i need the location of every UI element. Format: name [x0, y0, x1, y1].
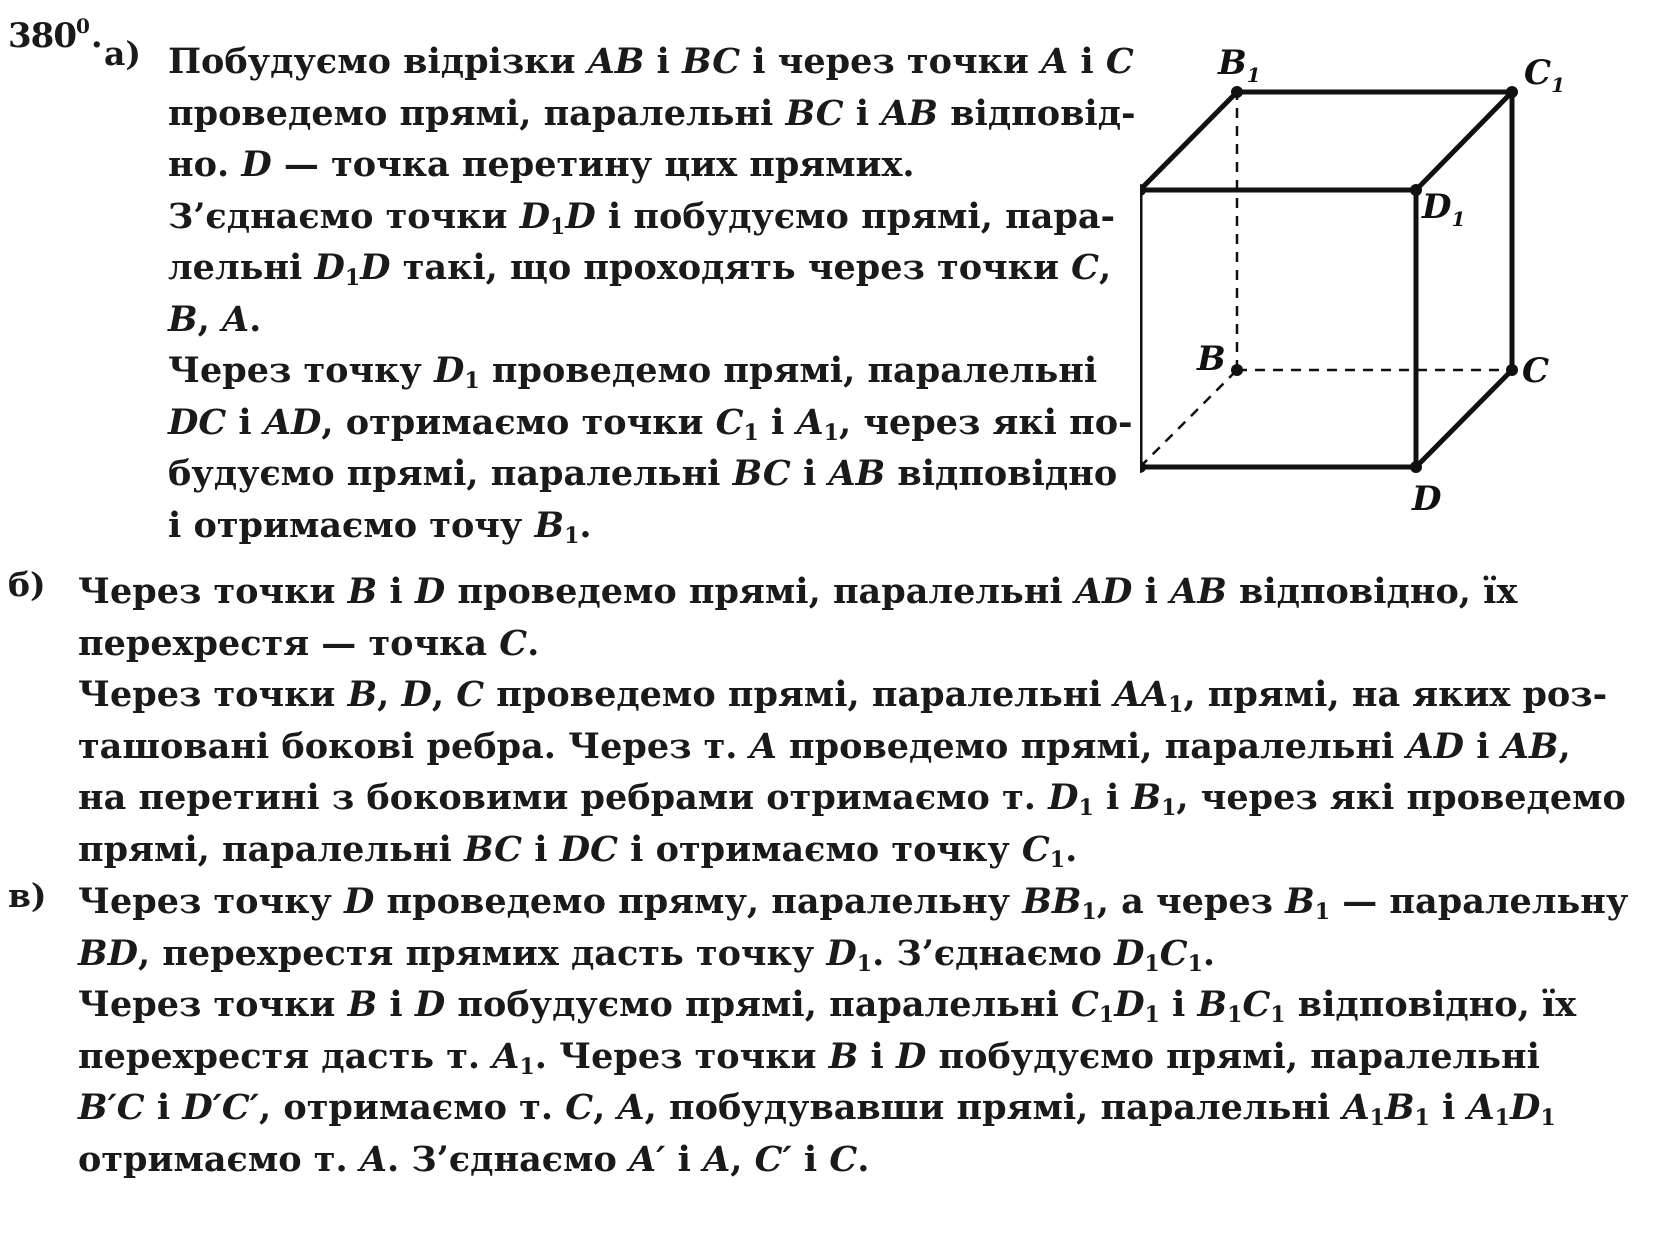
label-D: D	[1412, 479, 1442, 519]
label-B: B	[1197, 339, 1226, 379]
math-subscript: 1	[823, 419, 839, 446]
math-variable: B	[347, 571, 378, 612]
math-variable: BD	[78, 932, 138, 974]
part-b-line: ташовані бокові ребра. Через т. A проведемо прямі, паралельні AD і AB,	[78, 725, 1571, 767]
part-a-line: проведемо прямі, паралельні BC і AB відповід-	[168, 92, 1136, 134]
math-variable: C	[1105, 41, 1134, 82]
math-variable: D	[1114, 984, 1145, 1025]
math-variable: D	[1114, 932, 1145, 974]
math-subscript: 1	[1081, 899, 1097, 925]
vertex-B-dot	[1231, 364, 1243, 376]
math-variable: AD	[1074, 571, 1133, 612]
math-variable: B	[1197, 984, 1228, 1025]
label-B1: B1	[1218, 43, 1261, 87]
vertex-B1-dot	[1231, 86, 1243, 98]
math-variable: D	[314, 247, 345, 288]
math-variable: B	[347, 984, 378, 1025]
math-subscript: 1	[344, 265, 361, 291]
math-variable: D	[1048, 777, 1079, 818]
part-b-line: Через точки B, D, C проведемо прямі, паралельні $AA_1$, прямі, на яких роз-	[78, 674, 1608, 718]
math-variable: A	[221, 298, 250, 340]
math-variable: BC	[785, 92, 844, 134]
part-b-line: перехрестя — точка C.	[78, 622, 540, 664]
part-a-marker: а)	[104, 34, 141, 73]
math-subscript: 1	[1168, 692, 1184, 718]
math-subscript: 1	[1078, 795, 1094, 821]
label-C1: C1	[1524, 53, 1565, 97]
edge-AB	[1140, 370, 1237, 467]
part-a-line: B, A.	[168, 298, 262, 340]
math-variable: AD	[1406, 725, 1465, 767]
math-variable: A	[749, 725, 777, 767]
math-variable: D	[414, 571, 446, 612]
math-variable: C	[1021, 828, 1050, 870]
math-variable: D	[565, 195, 596, 237]
math-variable: A	[703, 1138, 731, 1180]
math-variable: D	[344, 881, 375, 922]
math-variable: B	[828, 1035, 859, 1077]
math-variable: B	[347, 674, 378, 715]
math-variable: AB	[587, 41, 645, 82]
math-subscript: 1	[1369, 1105, 1385, 1131]
math-variable: A	[359, 1138, 388, 1180]
math-variable: BC	[732, 453, 791, 494]
math-variable: A	[1467, 1087, 1495, 1128]
part-v-marker: в)	[8, 876, 47, 915]
math-subscript: 1	[1187, 950, 1203, 977]
math-subscript: 1	[519, 1053, 535, 1080]
part-v-line: B′C і D′C′, отримаємо т. C, A, побудувавши прямі, паралельні $A_1B_1$ і $A_1D_1$	[78, 1087, 1556, 1131]
math-variable: D	[1509, 1087, 1541, 1128]
math-variable: C	[456, 674, 485, 715]
math-subscript: 1	[1314, 899, 1331, 925]
part-a-line: лельні $D_1D$ такі, що проходять через точки C,	[168, 247, 1112, 291]
math-variable: AA	[1113, 674, 1169, 715]
math-subscript: 1	[1161, 795, 1177, 821]
math-subscript: 1	[743, 419, 759, 446]
math-variable: A	[617, 1087, 645, 1128]
math-variable: AD	[263, 401, 322, 443]
math-variable: C	[829, 1138, 858, 1180]
math-variable: D	[401, 674, 432, 715]
math-variable: B	[1285, 881, 1315, 922]
problem-number: $380^0$.	[8, 14, 102, 56]
label-C: C	[1522, 351, 1550, 391]
math-variable: DC	[168, 401, 227, 443]
part-b-line: на перетині з боковими ребрами отримаємо т. $D_1$ і $B_1$, через які проведемо	[78, 777, 1626, 821]
math-variable: DC	[559, 828, 618, 870]
part-a-line: і отримаємо точу $B_1$.	[168, 504, 592, 549]
math-subscript: 1	[1414, 1105, 1430, 1131]
math-subscript: 1	[1270, 1002, 1286, 1028]
math-variable: C	[715, 401, 744, 443]
math-variable: D	[826, 932, 857, 974]
math-variable: D	[434, 350, 465, 391]
math-subscript: 1	[1540, 1105, 1556, 1131]
part-v-line: BD, перехрестя прямих дасть точку $D_1$. З’єднаємо $D_1C_1$.	[78, 932, 1216, 977]
part-a-line: DC і AD, отримаємо точки $C_1$ і $A_1$, через які по-	[168, 401, 1133, 446]
part-v-line: Через точку D проведемо пряму, паралельну $BB_1$, а через $B_1$ — паралельну	[78, 881, 1629, 925]
vertex-C-dot	[1506, 364, 1518, 376]
math-variable: A	[492, 1035, 520, 1077]
edge-D1C1	[1416, 92, 1512, 190]
math-subscript: 1	[1144, 1002, 1160, 1028]
vertex-D-dot	[1410, 461, 1422, 473]
math-subscript: 1	[1144, 950, 1160, 977]
math-variable: BC	[682, 41, 741, 82]
part-v-line: перехрестя дасть т. $A_1$. Через точки B і D побудуємо прямі, паралельні	[78, 1035, 1540, 1080]
math-variable: D	[895, 1035, 927, 1077]
math-subscript: 1	[464, 368, 480, 394]
math-subscript: 1	[564, 522, 580, 549]
math-subscript: 1	[1227, 1002, 1243, 1028]
part-b-marker: б)	[8, 565, 46, 604]
math-variable: AB	[881, 92, 939, 134]
part-a-line: Побудуємо відрізки AB і BC і через точки A і C	[168, 41, 1134, 82]
math-variable: C	[1159, 932, 1188, 974]
math-subscript: 1	[550, 213, 566, 240]
math-variable: BB	[1022, 881, 1082, 922]
math-variable: BC	[463, 828, 523, 870]
part-b-line: Через точки B і D проведемо прямі, паралельні AD і AB відповідно, їх	[78, 571, 1518, 612]
cube-figure	[1140, 40, 1590, 540]
math-variable: A′	[629, 1138, 666, 1180]
part-b-line: прямі, паралельні BC і DC і отримаємо точку $C_1$.	[78, 828, 1078, 873]
math-variable: D	[519, 195, 551, 237]
label-D1: D1	[1422, 187, 1466, 231]
math-variable: AB	[828, 453, 886, 494]
math-variable: B	[1384, 1087, 1415, 1128]
edge-DC	[1416, 370, 1512, 467]
math-variable: A	[1342, 1087, 1370, 1128]
math-variable: B	[168, 298, 198, 340]
math-variable: C′	[754, 1138, 792, 1180]
math-variable: B′C	[78, 1087, 145, 1128]
part-v-line: Через точки B і D побудуємо прямі, паралельні $C_1D_1$ і $B_1C_1$ відповідно, їх	[78, 984, 1577, 1028]
math-subscript: 1	[1494, 1105, 1510, 1131]
math-variable: C	[1242, 984, 1271, 1025]
edge-A1B1	[1140, 92, 1237, 190]
math-variable: D′C′	[182, 1087, 260, 1128]
math-variable: AB	[1501, 725, 1559, 767]
part-a-line: Через точку $D_1$ проведемо прямі, паралельні	[168, 350, 1098, 394]
part-a-line: но. D — точка перетину цих прямих.	[168, 144, 915, 185]
math-variable: A	[796, 401, 824, 443]
vertex-C1-dot	[1506, 86, 1518, 98]
math-subscript: 1	[856, 950, 873, 977]
math-variable: C	[499, 622, 528, 664]
math-variable: D	[360, 247, 391, 288]
math-variable: B	[1131, 777, 1162, 818]
math-variable: C	[1071, 984, 1099, 1025]
math-variable: A	[1041, 41, 1069, 82]
math-subscript: 1	[1049, 846, 1066, 873]
part-a-line: З’єднаємо точки $D_1D$ і побудуємо прямі, пара-	[168, 195, 1116, 240]
vertex-D1-dot	[1410, 184, 1422, 196]
math-variable: D	[414, 984, 446, 1025]
math-variable: B	[534, 504, 565, 546]
math-variable: D	[241, 144, 272, 185]
part-a-line: будуємо прямі, паралельні BC і AB відповідно	[168, 453, 1118, 494]
math-subscript: 1	[1098, 1002, 1115, 1028]
math-variable: C	[565, 1087, 594, 1128]
math-variable: AB	[1170, 571, 1227, 612]
part-v-line: отримаємо т. A. З’єднаємо A′ і A, C′ і C.	[78, 1138, 870, 1180]
math-variable: C	[1071, 247, 1099, 288]
